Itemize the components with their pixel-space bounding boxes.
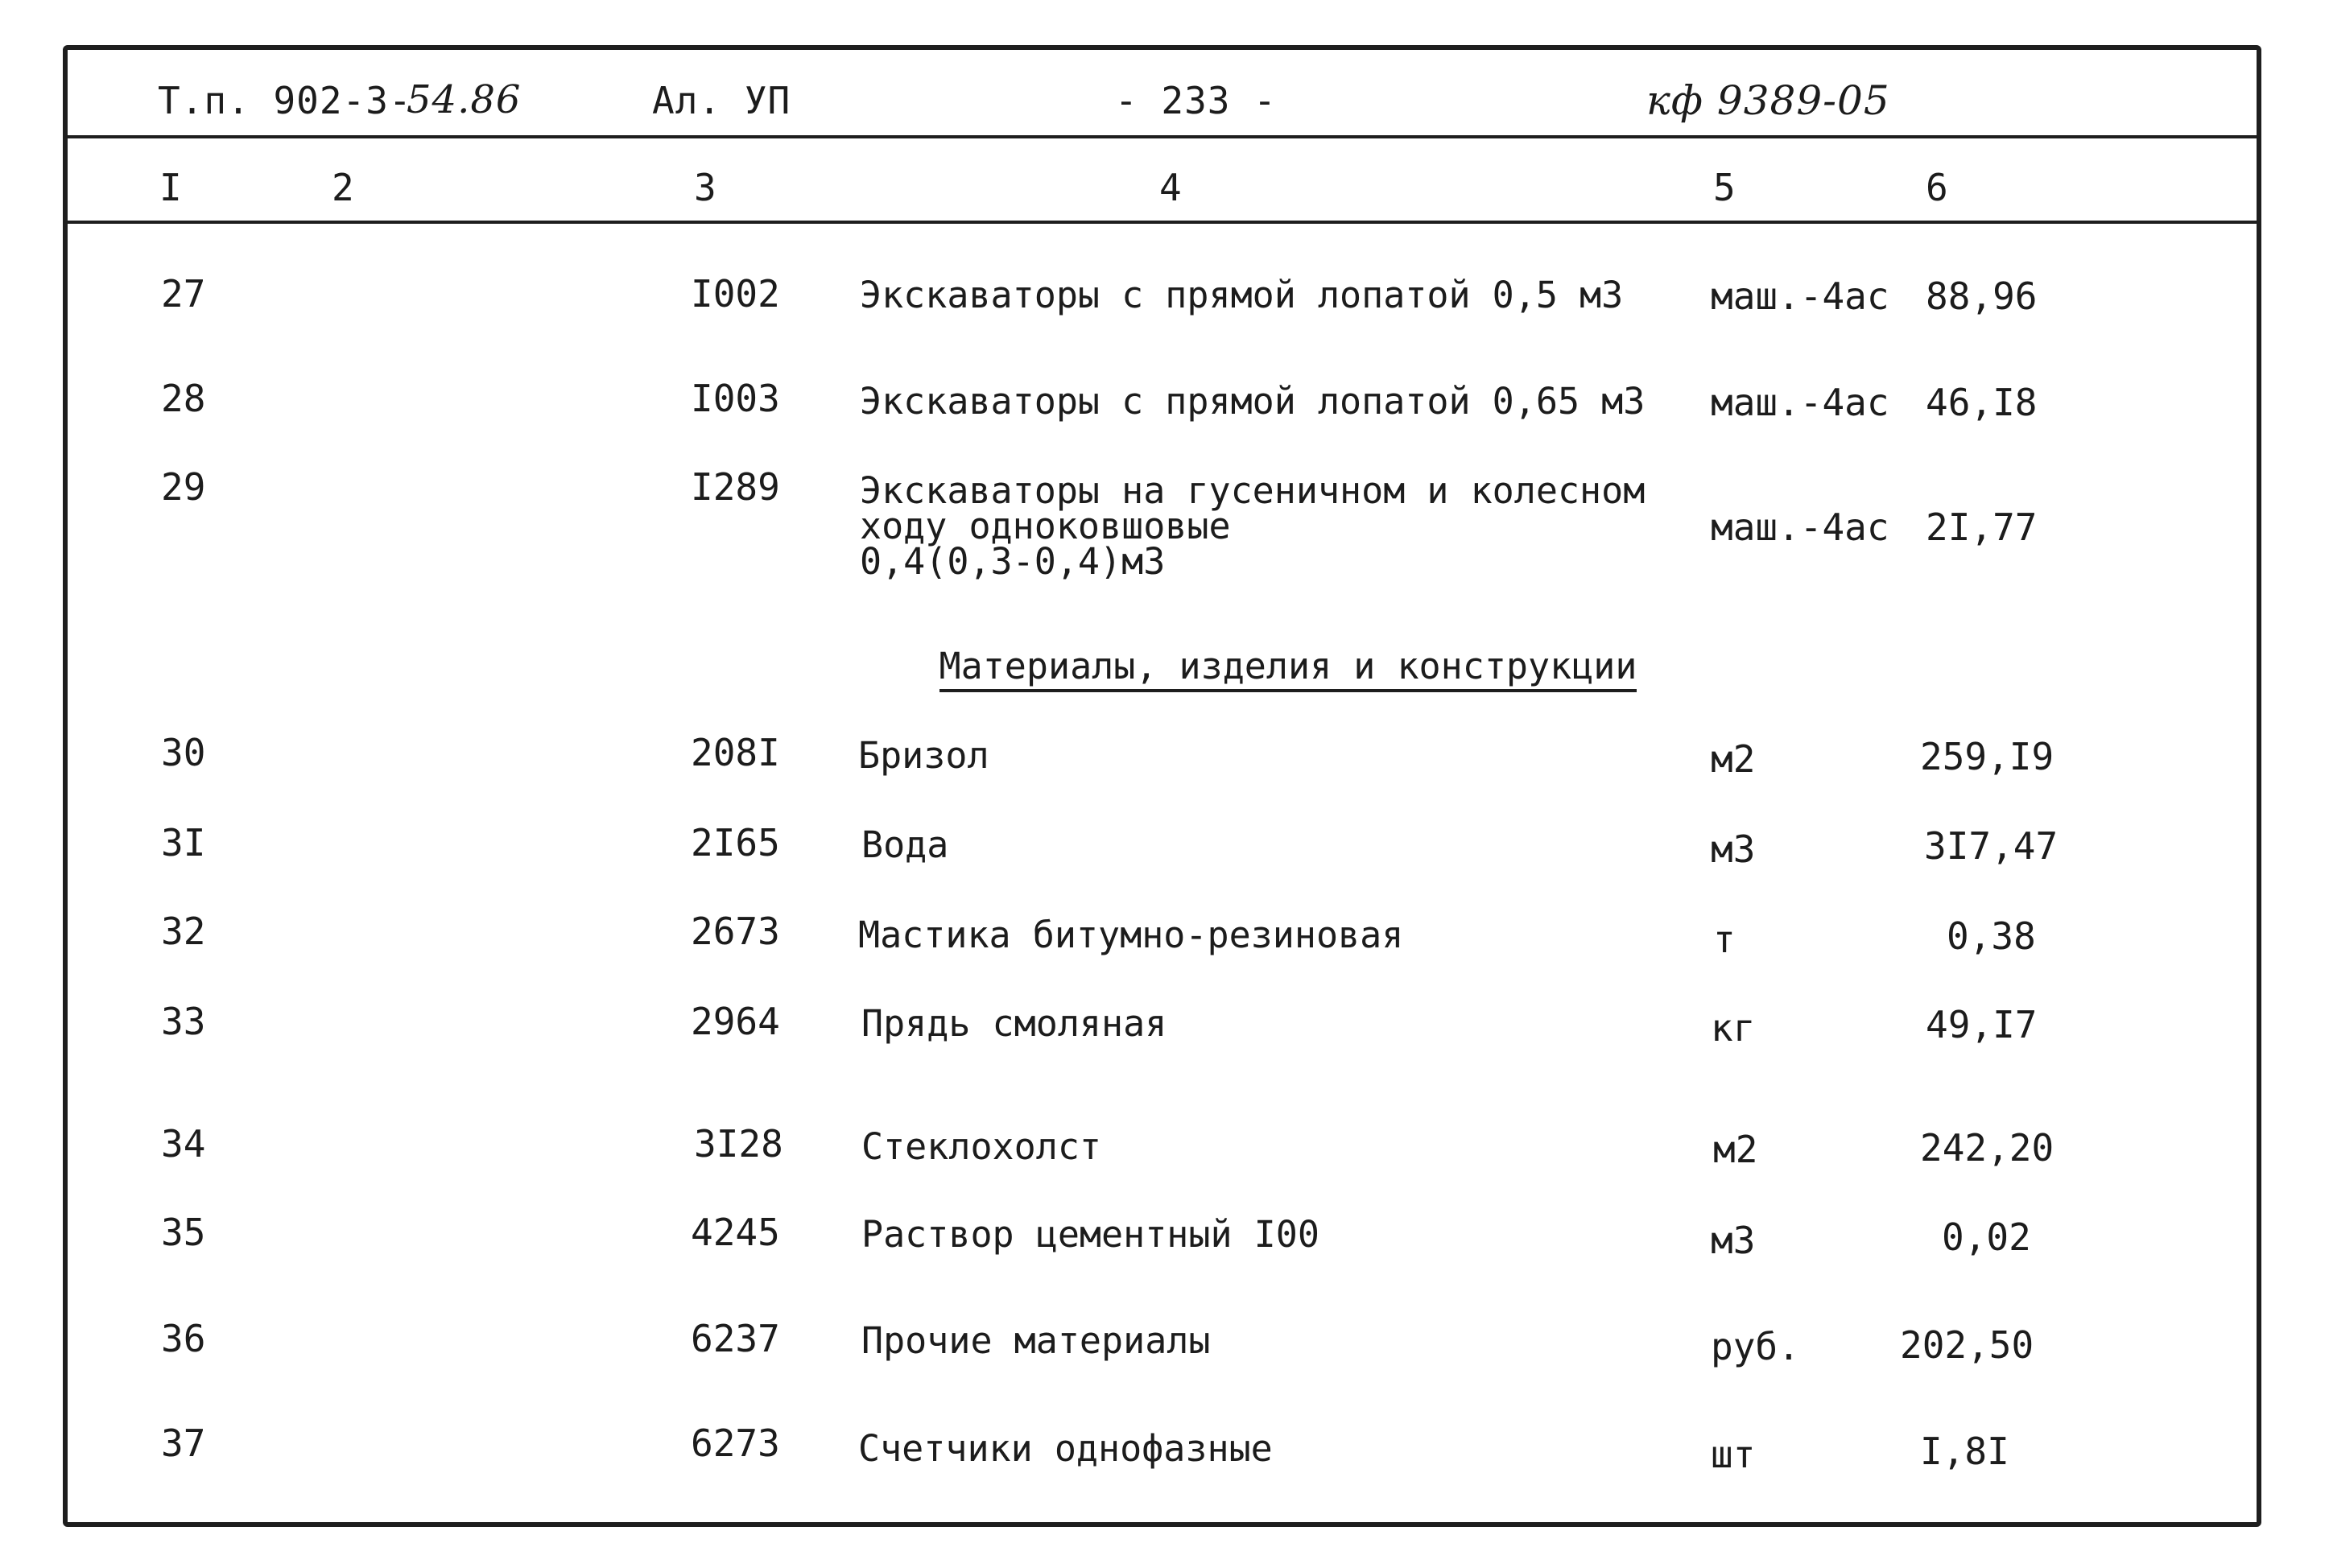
row-number: 34 <box>161 1122 206 1166</box>
resource-quantity: 202,50 <box>1900 1323 2034 1367</box>
resource-unit: шт <box>1711 1433 1756 1476</box>
row-number: 33 <box>161 1000 206 1043</box>
resource-unit: м3 <box>1711 1219 1756 1262</box>
column-header-5: 5 <box>1713 166 1736 209</box>
resource-unit: маш.-4ас <box>1711 505 1889 549</box>
column-header-1: I <box>159 166 183 209</box>
row-number: 37 <box>161 1422 206 1465</box>
resource-name: Раствор цементный I00 <box>861 1213 1319 1256</box>
resource-code: 3I28 <box>694 1122 783 1166</box>
resource-unit: руб. <box>1711 1325 1800 1368</box>
section-title: Материалы, изделия и конструкции <box>926 648 1650 692</box>
resource-name: Бризол <box>858 734 989 777</box>
project-number: Т.п. 902-3- <box>158 79 412 122</box>
resource-name: Экскаваторы с прямой лопатой 0,5 м3 <box>860 274 1624 316</box>
column-header-divider <box>64 221 2261 224</box>
resource-quantity: 46,I8 <box>1926 381 2038 424</box>
row-number: 29 <box>161 465 206 509</box>
row-number: 3I <box>161 821 206 864</box>
column-header-3: 3 <box>694 166 717 209</box>
resource-name: Экскаваторы на гусеничном и колесном ходу одноковшовые 0,4(0,3-0,4)м3 <box>860 469 1646 584</box>
resource-unit: м3 <box>1711 827 1756 871</box>
resource-unit: маш.-4ас <box>1711 381 1889 424</box>
resource-name: Счетчики однофазные <box>858 1427 1273 1470</box>
resource-name: Прядь смоляная <box>861 1002 1167 1045</box>
resource-unit: кг <box>1711 1006 1756 1050</box>
column-header-6: 6 <box>1926 166 1949 209</box>
resource-unit: м2 <box>1711 737 1756 781</box>
resource-unit: т <box>1713 918 1736 961</box>
resource-unit: м2 <box>1713 1128 1758 1171</box>
resource-code: 4245 <box>691 1211 780 1254</box>
row-number: 30 <box>161 731 206 774</box>
row-number: 35 <box>161 1211 206 1254</box>
resource-name: Вода <box>861 823 949 866</box>
row-number: 27 <box>161 272 206 316</box>
resource-code: I289 <box>691 465 780 509</box>
resource-quantity: 49,I7 <box>1926 1003 2038 1046</box>
project-number-handwritten: 54.86 <box>407 77 522 122</box>
resource-quantity: 0,02 <box>1942 1215 2031 1259</box>
document-code: кф 9389-05 <box>1646 77 1890 124</box>
column-header-2: 2 <box>332 166 355 209</box>
resource-code: 6273 <box>691 1422 780 1465</box>
resource-quantity: 259,I9 <box>1920 735 2054 778</box>
row-number: 28 <box>161 377 206 420</box>
resource-quantity: I,8I <box>1920 1430 2009 1473</box>
resource-code: 2I65 <box>691 821 780 864</box>
resource-quantity: 2I,77 <box>1926 505 2038 549</box>
resource-quantity: 0,38 <box>1947 914 2036 958</box>
row-number: 36 <box>161 1317 206 1360</box>
page-number: - 233 - <box>1115 79 1277 122</box>
resource-name: Стеклохолст <box>861 1125 1102 1168</box>
resource-code: 2673 <box>691 910 780 953</box>
resource-quantity: 3I7,47 <box>1924 824 2059 868</box>
resource-name: Прочие материалы <box>861 1319 1211 1362</box>
column-header-4: 4 <box>1159 166 1183 209</box>
header-divider <box>64 135 2261 138</box>
album-label: Ал. УП <box>652 79 791 122</box>
resource-name: Мастика битумно-резиновая <box>858 914 1404 956</box>
resource-code: 208I <box>691 731 780 774</box>
resource-code: I002 <box>691 272 780 316</box>
resource-unit: маш.-4ас <box>1711 274 1889 318</box>
resource-name: Экскаваторы с прямой лопатой 0,65 м3 <box>860 380 1646 423</box>
resource-code: 2964 <box>691 1000 780 1043</box>
resource-quantity: 242,20 <box>1920 1126 2054 1170</box>
row-number: 32 <box>161 910 206 953</box>
resource-quantity: 88,96 <box>1926 274 2038 318</box>
resource-code: 6237 <box>691 1317 780 1360</box>
resource-code: I003 <box>691 377 780 420</box>
table-frame <box>63 45 2261 1527</box>
